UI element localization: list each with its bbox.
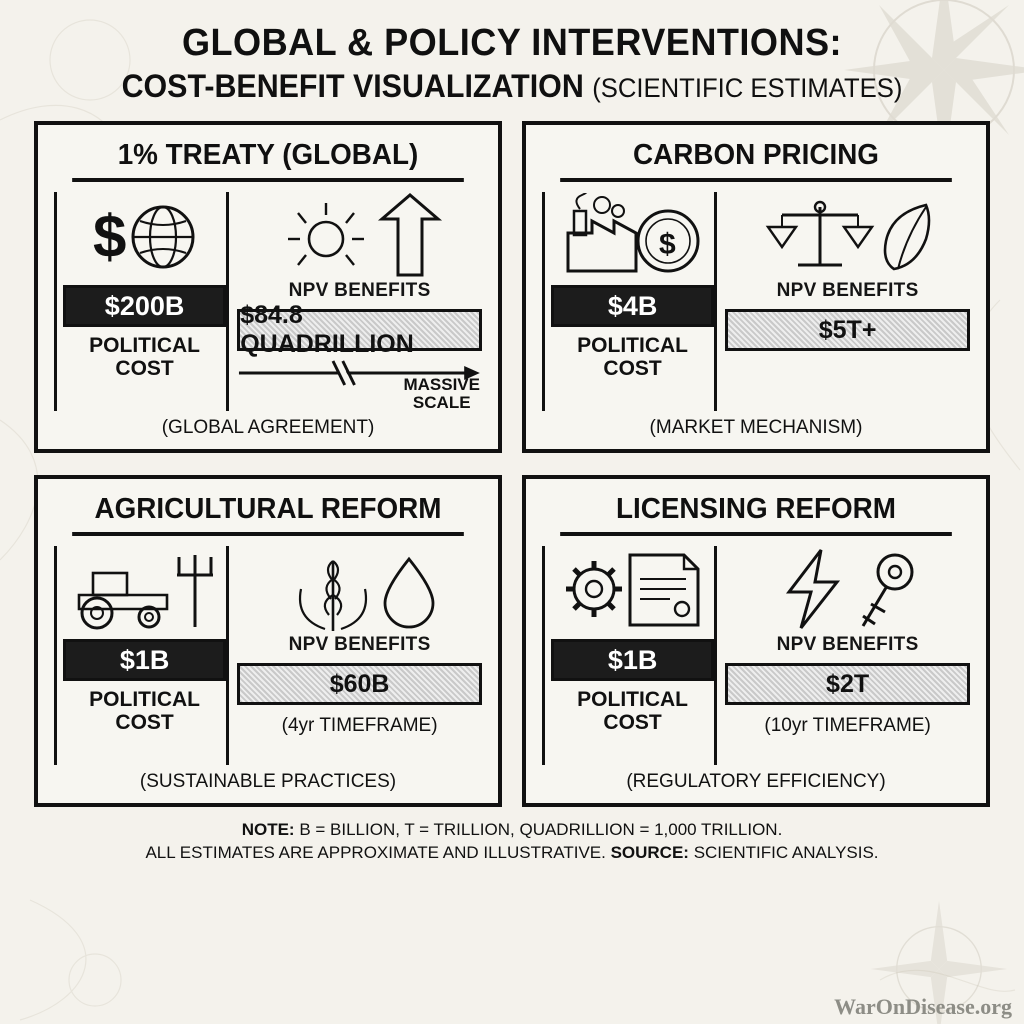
licensing-benefit-value: $2T [826,669,870,698]
page-subtitle-main: COST-BENEFIT VISUALIZATION [121,67,584,104]
massive-scale-line1: MASSIVE [403,374,480,394]
treaty-cost-label-line2: COST [115,357,174,381]
panel-title-licensing-reform: LICENSING REFORM [560,493,952,536]
page-subtitle [58,67,966,104]
carbon-cost-label-line1: POLITICAL [577,334,688,358]
agriculture-benefit-column [226,546,482,765]
agriculture-benefit-bar [237,663,482,705]
bottom-note-line2 [34,842,990,865]
agriculture-benefit-label: NPV BENEFITS [288,634,431,656]
lightning-key-icon [763,546,933,632]
treaty-cost-column [54,192,226,411]
licensing-cost-label-line1: POLITICAL [577,688,688,712]
licensing-benefit-column [714,546,970,765]
panel-licensing-reform [522,475,990,807]
page-title: GLOBAL & POLICY INTERVENTIONS: [181,22,843,64]
treaty-benefit-column [226,192,482,411]
treaty-scale-break [237,353,482,411]
carbon-cost-column [542,192,714,411]
agriculture-cost-value: $1B [119,644,170,675]
scales-leaf-icon [758,192,938,278]
panel-title-agricultural-reform: AGRICULTURAL REFORM [72,493,464,536]
agriculture-timeframe: (4yr TIMEFRAME) [281,715,438,737]
panel-title-carbon-pricing: CARBON PRICING [560,139,952,182]
licensing-cost-label [577,689,688,734]
watermark: WarOnDisease.org [834,994,1012,1019]
panel-title-treaty: 1% TREATY (GLOBAL) [72,139,464,182]
note-text: B = BILLION, T = TRILLION, QUADRILLION = 1,000 TRILLION. [294,820,783,840]
massive-scale-line2: SCALE [412,392,471,412]
licensing-cost-bar [551,639,714,681]
estimates-disclaimer: ALL ESTIMATES ARE APPROXIMATE AND ILLUSTRATIVE. [145,843,611,863]
svg-text:$: $ [658,228,676,262]
agriculture-cost-bar [63,639,226,681]
carbon-cost-bar [551,285,714,327]
bottom-note [34,819,990,865]
treaty-cost-label-line1: POLITICAL [89,334,200,358]
carbon-benefit-label: NPV BENEFITS [776,280,919,302]
panel-grid [34,121,990,807]
carbon-cost-label [577,335,688,380]
licensing-cost-column [542,546,714,765]
panel-carbon-pricing [522,121,990,453]
tractor-pitchfork-icon [67,546,222,632]
carbon-cost-label-line2: COST [603,357,662,381]
agriculture-cost-label [89,689,200,734]
agriculture-cost-label-line2: COST [115,711,174,735]
licensing-footer: (REGULATORY EFFICIENCY) [626,771,886,793]
carbon-benefit-bar [725,309,970,351]
dollar-globe-icon [85,192,205,278]
page-subtitle-paren: (SCIENTIFIC ESTIMATES) [592,72,903,103]
agriculture-footer: (SUSTAINABLE PRACTICES) [139,771,397,793]
treaty-benefit-label: NPV BENEFITS [288,280,431,302]
licensing-benefit-bar [725,663,970,705]
treaty-cost-bar [63,285,226,327]
agriculture-benefit-value: $60B [329,669,390,698]
treaty-massive-scale-label [403,376,480,412]
licensing-benefit-label: NPV BENEFITS [776,634,919,656]
note-label: NOTE: [241,820,295,840]
licensing-cost-label-line2: COST [603,711,662,735]
treaty-benefit-bar [237,301,482,359]
panel-agricultural-reform [34,475,502,807]
treaty-footer: (GLOBAL AGREEMENT) [161,417,375,439]
carbon-footer: (MARKET MECHANISM) [649,417,863,439]
treaty-benefit-value: $84.8 QUADRILLION [240,301,414,359]
licensing-timeframe: (10yr TIMEFRAME) [764,715,931,737]
treaty-cost-value: $200B [104,290,185,321]
source-label: SOURCE: [610,843,689,863]
carbon-benefit-value: $5T+ [818,315,877,344]
carbon-benefit-column [714,192,970,411]
panel-treaty [34,121,502,453]
treaty-cost-label [89,335,200,380]
title-block [34,24,990,103]
gear-document-icon [558,546,708,632]
factory-coin-icon [558,192,708,278]
agriculture-cost-column [54,546,226,765]
bottom-note-line1 [34,819,990,842]
svg-text:$: $ [92,203,126,271]
licensing-cost-value: $1B [607,644,658,675]
carbon-cost-value: $4B [607,290,658,321]
sun-arrow-up-icon [270,192,450,278]
source-text: SCIENTIFIC ANALYSIS. [688,843,879,863]
agriculture-cost-label-line1: POLITICAL [89,688,200,712]
wheat-water-drop-icon [275,546,445,632]
